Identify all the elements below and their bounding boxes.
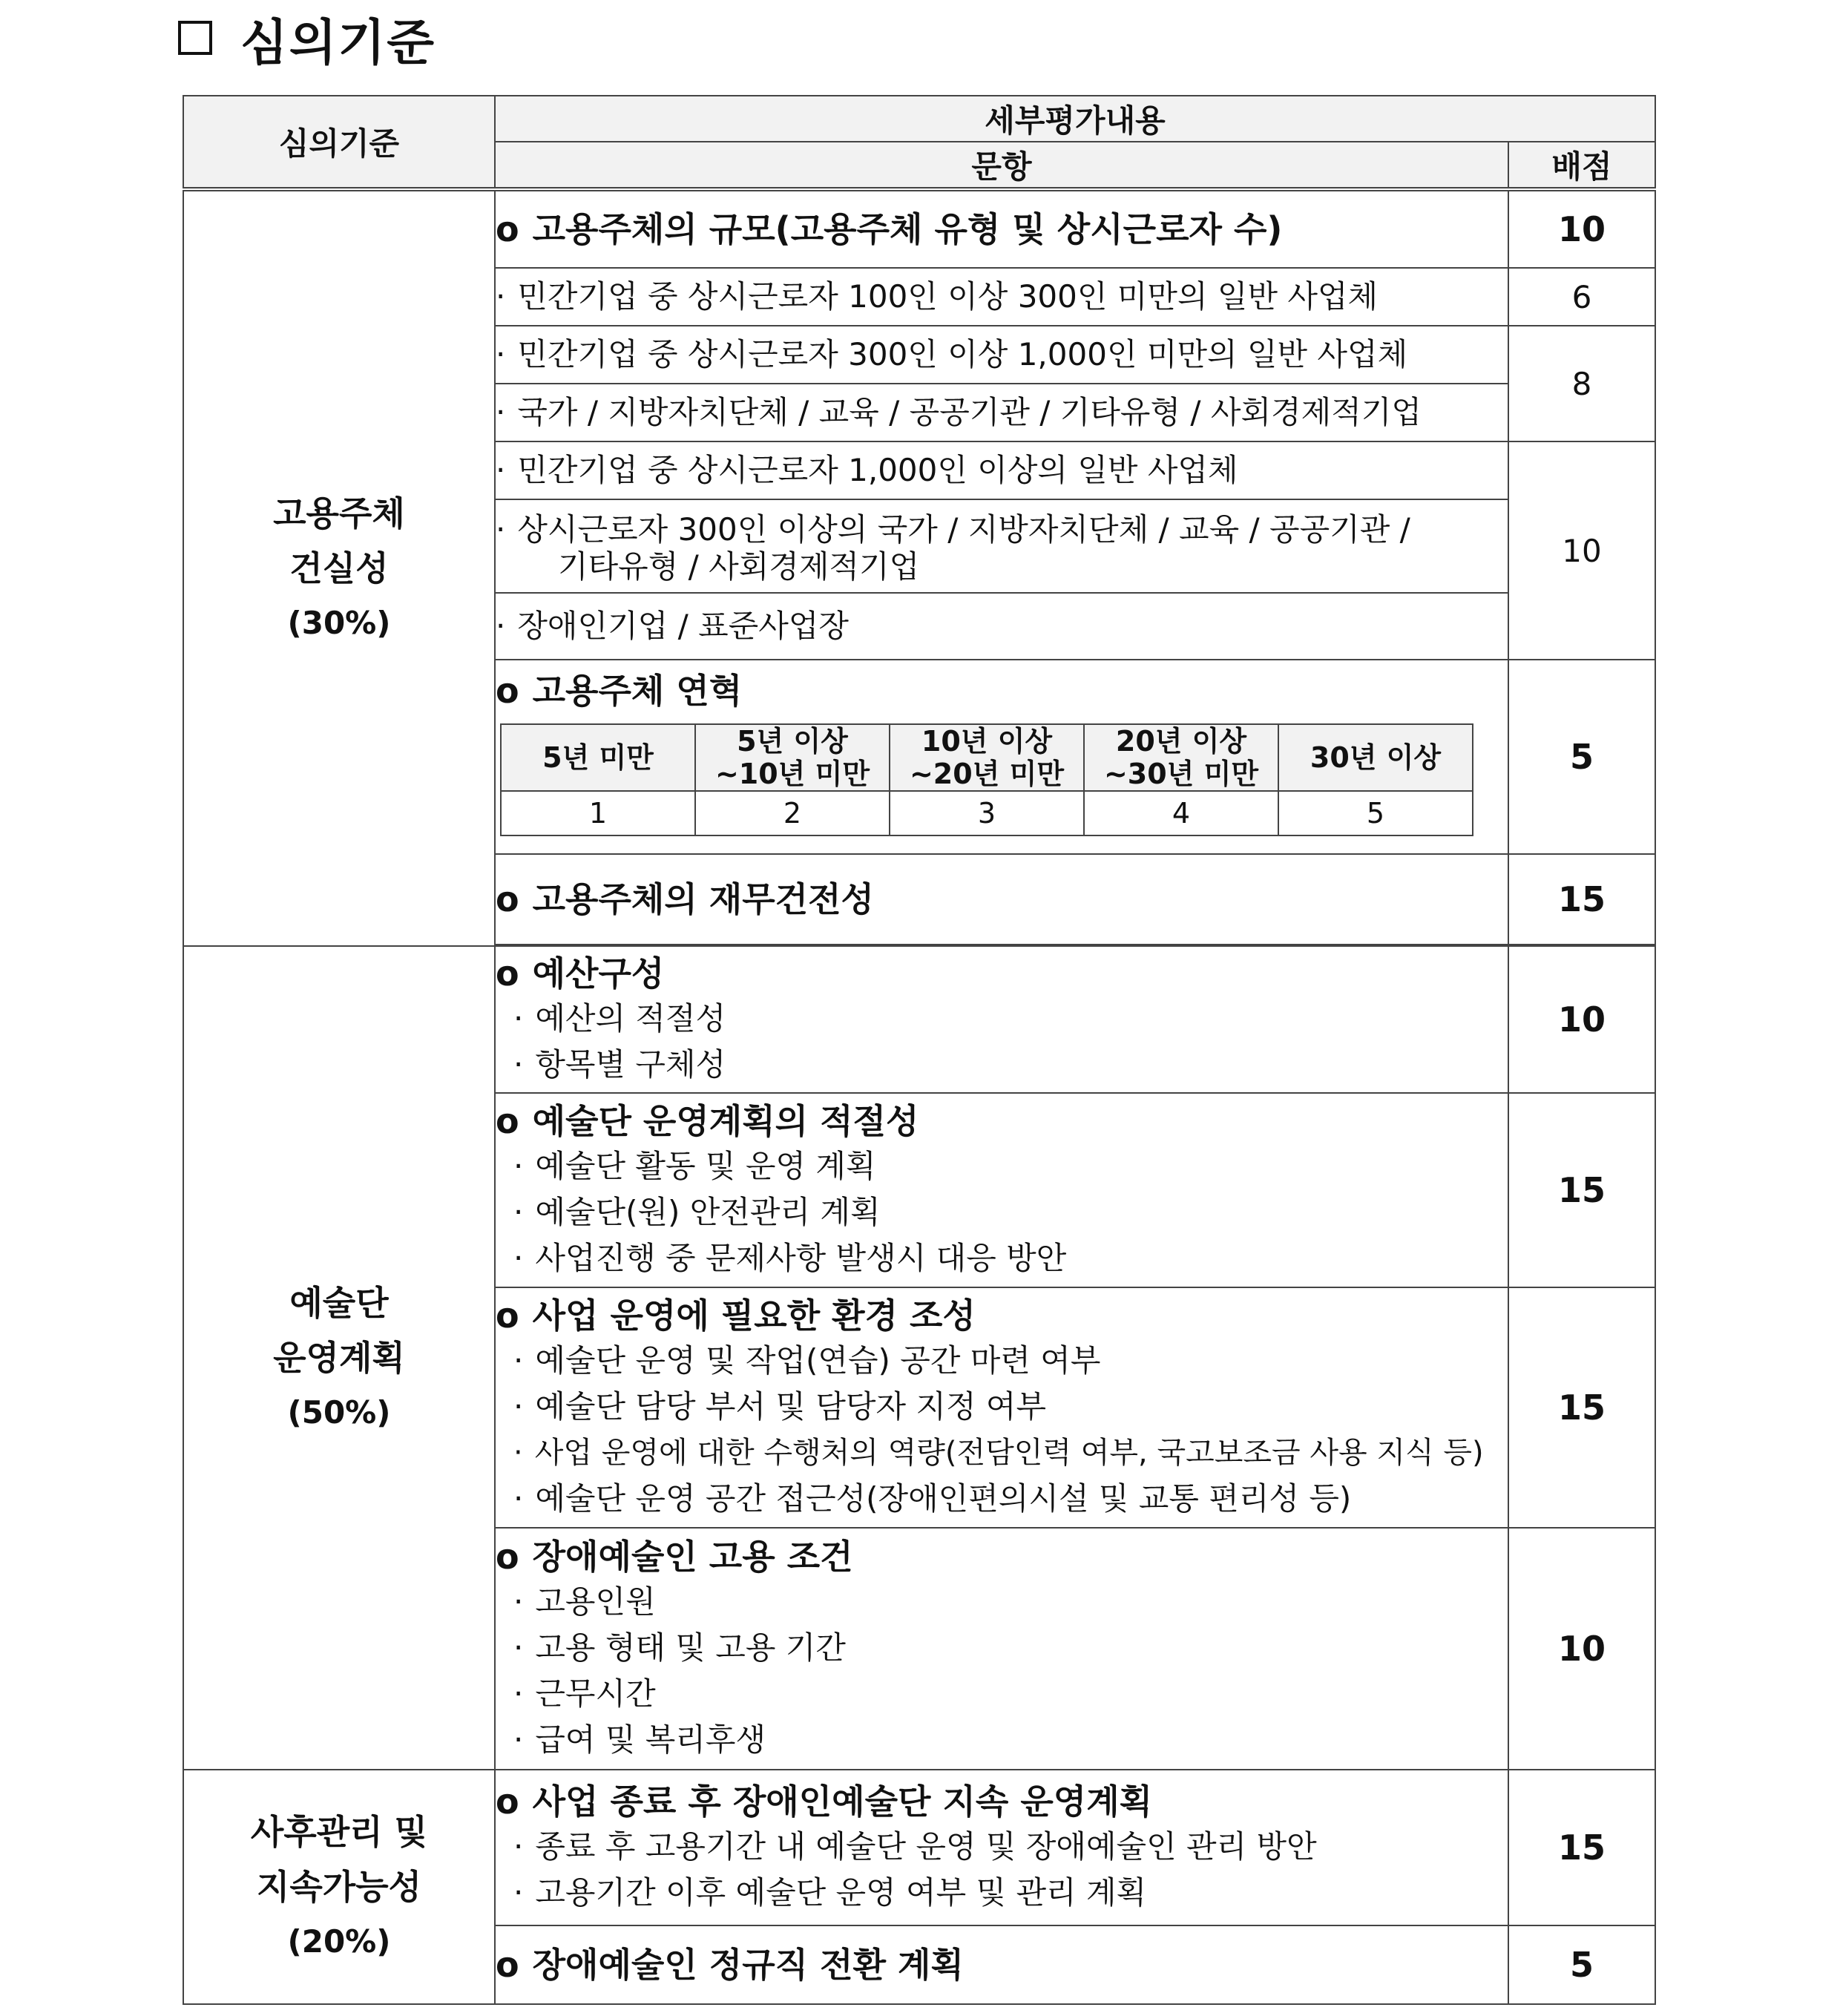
history-header: 5년 미만 bbox=[501, 724, 695, 791]
bullet-o-icon: o bbox=[496, 1296, 519, 1336]
sub-item: · 사업진행 중 문제사항 발생시 대응 방안 bbox=[513, 1240, 1067, 1276]
history-value: 3 bbox=[890, 791, 1084, 835]
section-name: 운영계획 bbox=[273, 1338, 405, 1378]
section-name: 지속가능성 bbox=[256, 1867, 422, 1907]
item-block bbox=[495, 946, 1508, 1093]
sub-item: · 예술단 운영 및 작업(연습) 공간 마련 여부 bbox=[513, 1342, 1101, 1379]
item-heading: o 사업 종료 후 장애인예술단 지속 운영계획 bbox=[496, 1782, 1153, 1822]
section-name: 고용주체 bbox=[273, 493, 405, 533]
history-header: 10년 이상 ~20년 미만 bbox=[890, 724, 1084, 791]
bullet-dot-icon: · bbox=[513, 1828, 524, 1865]
bullet-dot-icon: · bbox=[513, 1342, 524, 1379]
bullet-dot-icon: · bbox=[513, 1721, 524, 1758]
sub-item: · 장애인기업 / 표준사업장 bbox=[495, 593, 1508, 660]
bullet-dot-icon: · bbox=[513, 1583, 524, 1620]
item-block bbox=[495, 1287, 1508, 1528]
sub-item: · 고용인원 bbox=[513, 1583, 656, 1620]
item-heading: o 사업 운영에 필요한 환경 조성 bbox=[496, 1296, 976, 1336]
sub-item: · 고용기간 이후 예술단 운영 여부 및 관리 계획 bbox=[513, 1874, 1147, 1911]
sub-item: · 근무시간 bbox=[513, 1675, 656, 1712]
bullet-o-icon: o bbox=[496, 671, 519, 711]
item-heading: o 장애예술인 정규직 전환 계획 bbox=[495, 1925, 1508, 2004]
bullet-o-icon: o bbox=[496, 1945, 519, 1985]
section-name: 건실성 bbox=[289, 548, 389, 588]
history-header: 5년 이상 ~10년 미만 bbox=[695, 724, 890, 791]
header-detail: 세부평가내용 bbox=[495, 96, 1655, 142]
section-name: 예술단 bbox=[289, 1283, 389, 1323]
item-score: 5 bbox=[1508, 1925, 1655, 2004]
bullet-dot-icon: · bbox=[513, 1874, 524, 1911]
history-score-table bbox=[500, 723, 1473, 836]
bullet-o-icon: o bbox=[496, 1537, 519, 1577]
bullet-dot-icon: · bbox=[513, 1240, 524, 1276]
bullet-o-icon: o bbox=[496, 209, 519, 249]
history-value: 5 bbox=[1278, 791, 1473, 835]
page-title: 심의기준 bbox=[240, 13, 436, 71]
sub-item: · 상시근로자 300인 이상의 국가 / 지방자치단체 / 교육 / 공공기관 / 기타유형 / 사회경제적기업 bbox=[495, 499, 1508, 593]
sub-item: · 민간기업 중 상시근로자 1,000인 이상의 일반 사업체 bbox=[495, 441, 1508, 499]
bullet-dot-icon: · bbox=[496, 452, 506, 488]
bullet-dot-icon: · bbox=[513, 1480, 524, 1517]
bullet-dot-icon: · bbox=[496, 394, 506, 430]
section-criteria-3 bbox=[183, 1770, 495, 2004]
sub-item: · 예술단 운영 공간 접근성(장애인편의시설 및 교통 편리성 등) bbox=[513, 1480, 1352, 1517]
item-score: 10 bbox=[1508, 946, 1655, 1093]
header-criteria: 심의기준 bbox=[183, 96, 495, 189]
sub-item: · 항목별 구체성 bbox=[513, 1046, 726, 1083]
section-percent: (20%) bbox=[287, 1923, 391, 1960]
sub-item: · 급여 및 복리후생 bbox=[513, 1721, 766, 1758]
sub-item: · 국가 / 지방자치단체 / 교육 / 공공기관 / 기타유형 / 사회경제적기업 bbox=[495, 384, 1508, 441]
section-criteria-2 bbox=[183, 946, 495, 1770]
item-heading: o 예산구성 bbox=[496, 953, 665, 994]
evaluation-criteria-table bbox=[183, 95, 1656, 2005]
page-title-block bbox=[178, 4, 436, 71]
checkbox-square-icon bbox=[178, 21, 212, 55]
sub-item: · 민간기업 중 상시근로자 100인 이상 300인 미만의 일반 사업체 bbox=[495, 268, 1508, 326]
item-score: 15 bbox=[1508, 1770, 1655, 1925]
bullet-dot-icon: · bbox=[496, 511, 506, 548]
section-name: 사후관리 및 bbox=[250, 1812, 428, 1852]
bullet-dot-icon: · bbox=[513, 1388, 524, 1425]
bullet-o-icon: o bbox=[496, 879, 519, 919]
history-value: 4 bbox=[1084, 791, 1278, 835]
bullet-dot-icon: · bbox=[513, 1046, 524, 1083]
sub-score: 8 bbox=[1508, 326, 1655, 441]
sub-score: 6 bbox=[1508, 268, 1655, 326]
sub-item: · 종료 후 고용기간 내 예술단 운영 및 장애예술인 관리 방안 bbox=[513, 1828, 1317, 1865]
section-percent: (30%) bbox=[287, 605, 391, 641]
item-heading: o 고용주체 연혁 bbox=[496, 671, 743, 711]
history-value: 2 bbox=[695, 791, 890, 835]
sub-item: · 예술단 담당 부서 및 담당자 지정 여부 bbox=[513, 1388, 1047, 1425]
item-block bbox=[495, 1770, 1508, 1925]
sub-item: · 예술단(원) 안전관리 계획 bbox=[513, 1194, 881, 1230]
item-score: 15 bbox=[1508, 1093, 1655, 1287]
bullet-dot-icon: · bbox=[513, 1148, 524, 1184]
bullet-dot-icon: · bbox=[513, 1675, 524, 1712]
bullet-dot-icon: · bbox=[496, 608, 506, 644]
item-heading: o 고용주체의 재무건전성 bbox=[495, 854, 1508, 945]
sub-item: · 예술단 활동 및 운영 계획 bbox=[513, 1148, 876, 1184]
item-score: 10 bbox=[1508, 1528, 1655, 1770]
bullet-dot-icon: · bbox=[513, 1436, 523, 1470]
item-score: 15 bbox=[1508, 1287, 1655, 1528]
item-block bbox=[495, 1528, 1508, 1770]
history-header: 20년 이상 ~30년 미만 bbox=[1084, 724, 1278, 791]
header-item: 문항 bbox=[495, 142, 1508, 189]
sub-item: · 고용 형태 및 고용 기간 bbox=[513, 1629, 846, 1666]
sub-item: · 민간기업 중 상시근로자 300인 이상 1,000인 미만의 일반 사업체 bbox=[495, 326, 1508, 384]
bullet-dot-icon: · bbox=[513, 1629, 524, 1666]
history-header: 30년 이상 bbox=[1278, 724, 1473, 791]
item-score: 15 bbox=[1508, 854, 1655, 945]
header-score: 배점 bbox=[1508, 142, 1655, 189]
sub-item: · 예산의 적절성 bbox=[513, 1000, 726, 1037]
bullet-o-icon: o bbox=[496, 1101, 519, 1141]
item-score: 5 bbox=[1508, 660, 1655, 854]
section-percent: (50%) bbox=[287, 1394, 391, 1431]
item-heading: o 예술단 운영계획의 적절성 bbox=[496, 1101, 919, 1141]
item-heading: o 고용주체의 규모(고용주체 유형 및 상시근로자 수) bbox=[495, 189, 1508, 268]
sub-score: 10 bbox=[1508, 441, 1655, 660]
history-value: 1 bbox=[501, 791, 695, 835]
bullet-dot-icon: · bbox=[496, 336, 506, 372]
item-block bbox=[495, 1093, 1508, 1287]
bullet-dot-icon: · bbox=[513, 1000, 524, 1037]
bullet-o-icon: o bbox=[496, 1782, 519, 1822]
section-criteria-1 bbox=[183, 189, 495, 946]
item-score: 10 bbox=[1508, 189, 1655, 268]
sub-item: · 사업 운영에 대한 수행처의 역량(전담인력 여부, 국고보조금 사용 지식 등) bbox=[513, 1436, 1484, 1470]
bullet-dot-icon: · bbox=[496, 278, 506, 315]
item-heading: o 장애예술인 고용 조건 bbox=[496, 1537, 853, 1577]
bullet-dot-icon: · bbox=[513, 1194, 524, 1230]
history-cell bbox=[495, 660, 1508, 854]
bullet-o-icon: o bbox=[496, 953, 519, 994]
